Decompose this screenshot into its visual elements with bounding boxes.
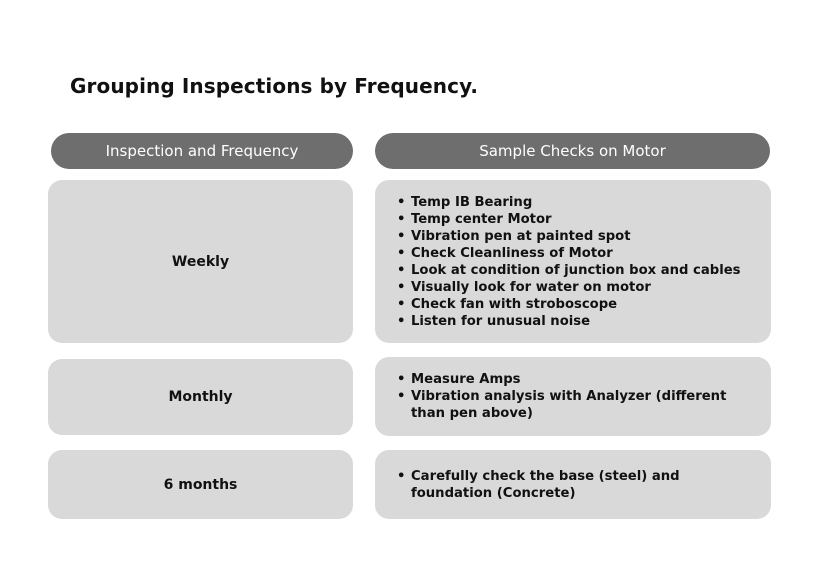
checks-list bbox=[397, 194, 757, 330]
check-item: • Carefully check the base (steel) and foundation (Concrete) bbox=[397, 468, 757, 502]
check-item: • Measure Amps bbox=[397, 371, 757, 388]
checks-cell-6-months bbox=[375, 450, 771, 519]
check-item: • Temp IB Bearing bbox=[397, 194, 757, 211]
check-item: • Temp center Motor bbox=[397, 211, 757, 228]
header-sample-checks bbox=[375, 133, 770, 169]
checks-cell-monthly bbox=[375, 357, 771, 436]
header-sample-checks-label: Sample Checks on Motor bbox=[479, 142, 666, 160]
check-item: • Check Cleanliness of Motor bbox=[397, 245, 757, 262]
check-item: • Check fan with stroboscope bbox=[397, 296, 757, 313]
frequency-label: Monthly bbox=[168, 389, 233, 405]
check-item: • Listen for unusual noise bbox=[397, 313, 757, 330]
check-item: • Visually look for water on motor bbox=[397, 279, 757, 296]
check-item: • Vibration pen at painted spot bbox=[397, 228, 757, 245]
frequency-label: Weekly bbox=[171, 253, 230, 270]
page-title: Grouping Inspections by Frequency. bbox=[70, 74, 479, 98]
checks-list bbox=[397, 371, 757, 422]
check-item: • Vibration analysis with Analyzer (different than pen above) bbox=[397, 388, 757, 422]
header-inspection-frequency bbox=[51, 133, 353, 169]
header-inspection-frequency-label: Inspection and Frequency bbox=[105, 142, 299, 160]
frequency-cell-monthly bbox=[48, 359, 353, 435]
frequency-cell-weekly bbox=[48, 180, 353, 343]
check-item: • Look at condition of junction box and cables bbox=[397, 262, 757, 279]
checks-list bbox=[397, 468, 757, 502]
frequency-cell-6-months bbox=[48, 450, 353, 519]
frequency-label: 6 months bbox=[163, 476, 238, 493]
checks-cell-weekly bbox=[375, 180, 771, 343]
